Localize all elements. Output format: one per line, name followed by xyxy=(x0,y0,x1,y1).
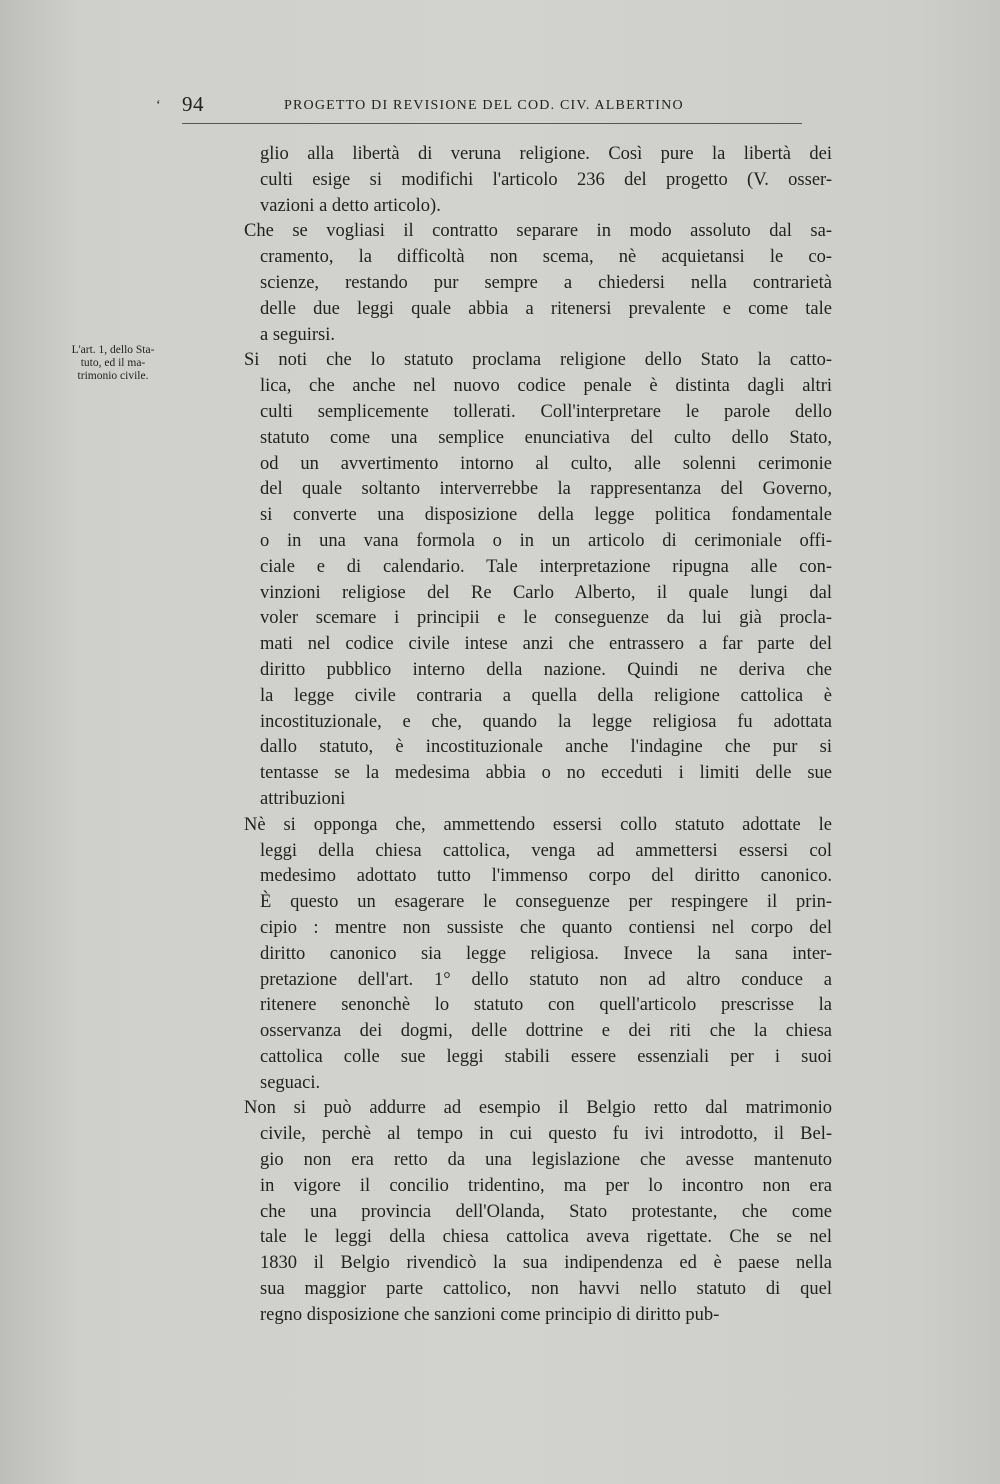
text-line: Non si può addurre ad esempio il Belgio retto dal matrimonio xyxy=(244,1098,832,1119)
paragraph xyxy=(232,1096,832,1328)
text-line: del quale soltanto interverrebbe la rappresentanza del Governo, xyxy=(260,479,832,500)
page-number: 94 xyxy=(182,92,204,116)
text-line: tentasse se la medesima abbia o no ecceduti i limiti delle sue xyxy=(260,763,832,784)
text-line: cattolica colle sue leggi stabili essere essenziali per i suoi xyxy=(260,1046,832,1067)
text-line: ciale e di calendario. Tale interpretazione ripugna alle con- xyxy=(260,556,832,577)
text-line: regno disposizione che sanzioni come principio di diritto pub- xyxy=(260,1304,720,1325)
text-line: tale le leggi della chiesa cattolica aveva rigettate. Che se nel xyxy=(260,1227,832,1248)
marginal-note xyxy=(52,344,174,383)
text-line: statuto come una semplice enunciativa del culto dello Stato, xyxy=(260,427,832,448)
text-line: diritto pubblico interno della nazione. Quindi ne deriva che xyxy=(260,659,832,680)
text-line: vazioni a detto articolo). xyxy=(260,195,441,216)
text-line: a seguirsi. xyxy=(260,324,336,345)
text-line: civile, perchè al tempo in cui questo fu ivi introdotto, il Bel- xyxy=(260,1124,832,1145)
paragraph xyxy=(232,348,832,812)
text-line: scienze, restando pur sempre a chiedersi nella contrarietà xyxy=(260,272,832,293)
text-line: che una provincia dell'Olanda, Stato protestante, che come xyxy=(260,1201,832,1222)
running-title: PROGETTO DI REVISIONE DEL COD. CIV. ALBERTINO xyxy=(284,98,684,113)
text-line: vinzioni religiose del Re Carlo Alberto, il quale lungi dal xyxy=(260,582,832,603)
marginal-note-line: trimonio civile. xyxy=(77,370,149,382)
text-line: ritenere senonchè lo statuto con quell'articolo prescrisse la xyxy=(260,995,832,1016)
paragraph xyxy=(232,142,832,219)
text-line: sua maggior parte cattolico, non havvi nello statuto di quel xyxy=(260,1279,832,1300)
text-line: si converte una disposizione della legge politica fondamentale xyxy=(260,505,832,526)
text-line: Che se vogliasi il contratto separare in modo assoluto dal sa- xyxy=(244,221,832,242)
text-line: culti semplicemente tollerati. Coll'interpretare le parole dello xyxy=(260,401,832,422)
text-line: pretazione dell'art. 1° dello statuto non ad altro conduce a xyxy=(260,969,832,990)
text-line: medesimo adottato tutto l'immenso corpo del diritto canonico. xyxy=(260,866,832,887)
text-line: 1830 il Belgio rivendicò la sua indipendenza ed è paese nella xyxy=(260,1253,832,1274)
text-line: attribuzioni xyxy=(260,788,346,809)
paragraph xyxy=(232,219,832,348)
margin-tick-mark: ʻ xyxy=(156,98,161,113)
text-line: cipio : mentre non sussiste che quanto contiensi nel corpo del xyxy=(260,917,832,938)
text-line: o in una vana formola o in un articolo di cerimoniale offi- xyxy=(260,530,832,551)
text-line: glio alla libertà di veruna religione. Così pure la libertà dei xyxy=(260,144,832,164)
text-line: voler scemare i principii e le conseguenze da lui già procla- xyxy=(260,608,832,629)
text-line: Si noti che lo statuto proclama religione dello Stato la catto- xyxy=(244,350,832,371)
text-line: incostituzionale, e che, quando la legge religiosa fu adottata xyxy=(260,711,832,732)
text-line: Nè si opponga che, ammettendo essersi collo statuto adottate le xyxy=(244,814,832,835)
text-line: osservanza dei dogmi, delle dottrine e dei riti che la chiesa xyxy=(260,1021,832,1042)
paragraph xyxy=(232,813,832,1097)
text-line: mati nel codice civile intese anzi che entrassero a far parte del xyxy=(260,634,832,655)
text-line: seguaci. xyxy=(260,1072,321,1093)
text-line: È questo un esagerare le conseguenze per respingere il prin- xyxy=(260,892,832,913)
text-line: leggi della chiesa cattolica, venga ad ammettersi essersi col xyxy=(260,840,832,861)
text-line: gio non era retto da una legislazione che avesse mantenuto xyxy=(260,1150,832,1171)
text-line: la legge civile contraria a quella della religione cattolica è xyxy=(260,685,832,706)
body-text xyxy=(232,142,832,1329)
running-head xyxy=(182,92,802,124)
marginal-note-line: L'art. 1, dello Sta- xyxy=(71,344,155,356)
text-line: diritto canonico sia legge religiosa. Invece la sana inter- xyxy=(260,943,832,964)
marginal-note-line: tuto, ed il ma- xyxy=(80,357,146,369)
text-line: dallo statuto, è incostituzionale anche l'indagine che pur si xyxy=(260,737,832,758)
text-line: delle due leggi quale abbia a ritenersi prevalente e come tale xyxy=(260,298,832,319)
text-line: od un avvertimento intorno al culto, alle solenni cerimonie xyxy=(260,453,832,474)
text-line: in vigore il concilio tridentino, ma per lo incontro non era xyxy=(260,1175,832,1196)
text-line: culti esige si modifichi l'articolo 236 del progetto (V. osser- xyxy=(260,169,832,190)
text-line: lica, che anche nel nuovo codice penale è distinta dagli altri xyxy=(260,376,832,397)
text-line: cramento, la difficoltà non scema, nè acquietansi le co- xyxy=(260,247,832,268)
